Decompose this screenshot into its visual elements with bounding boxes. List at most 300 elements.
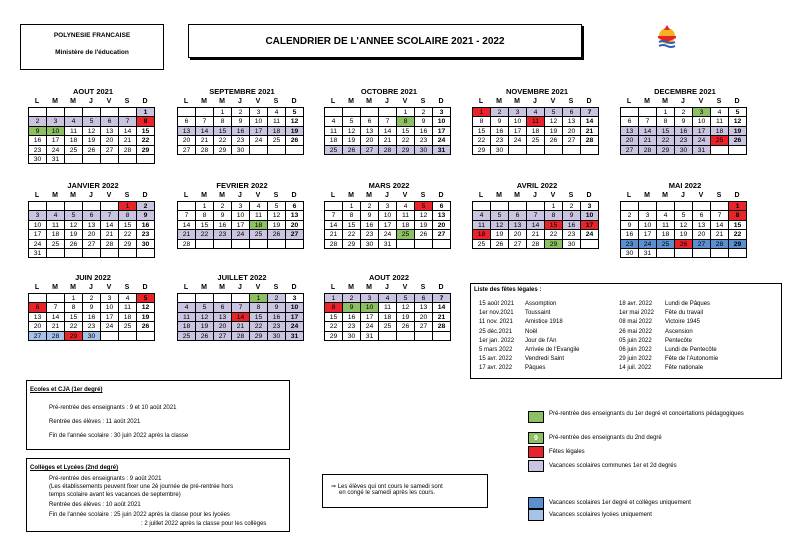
day-cell: 6 (83, 211, 101, 220)
public-holidays-box (470, 283, 782, 379)
weekday-label: V (698, 192, 704, 199)
weekday-header (28, 283, 158, 293)
day-cell: 5 (196, 303, 214, 312)
day-cell: 22 (137, 136, 155, 145)
secondary-rentree: Rentrée des élèves : 10 août 2021 (49, 502, 141, 508)
day-cell: 16 (675, 127, 693, 136)
day-cell: 20 (214, 322, 232, 331)
day-cell: 26 (83, 146, 101, 155)
day-cell: 22 (325, 322, 343, 331)
weekday-label: M (201, 98, 207, 105)
empty-cell (581, 240, 599, 249)
day-cell: 8 (397, 117, 415, 126)
weekday-label: J (681, 98, 685, 105)
day-cell: 10 (379, 211, 397, 220)
day-cell: 29 (65, 332, 83, 341)
day-cell: 12 (415, 211, 433, 220)
weekday-header (177, 283, 307, 293)
day-cell: 5 (675, 211, 693, 220)
month-grid (177, 293, 304, 341)
day-cell: 18 (711, 127, 729, 136)
weekday-label: S (568, 192, 574, 199)
day-cell: 23 (268, 322, 286, 331)
day-cell: 30 (361, 240, 379, 249)
day-cell: 7 (178, 211, 196, 220)
primary-schools-box (26, 380, 290, 450)
day-cell: 21 (232, 322, 250, 331)
day-cell: 4 (657, 211, 675, 220)
day-cell: 17 (29, 230, 47, 239)
empty-cell (729, 146, 747, 155)
day-cell: 2 (29, 117, 47, 126)
empty-cell (491, 202, 509, 211)
month-title: MARS 2022 (368, 181, 410, 190)
day-cell: 11 (397, 211, 415, 220)
day-cell: 2 (232, 108, 250, 117)
empty-cell (196, 108, 214, 117)
day-cell: 14 (527, 221, 545, 230)
empty-cell (415, 240, 433, 249)
day-cell: 14 (178, 221, 196, 230)
day-cell: 2 (563, 202, 581, 211)
day-cell: 23 (29, 146, 47, 155)
day-cell: 26 (491, 240, 509, 249)
holiday-name: Assomption (525, 301, 557, 307)
day-cell: 8 (196, 211, 214, 220)
weekday-label: L (34, 98, 40, 105)
day-cell: 22 (65, 322, 83, 331)
day-cell: 11 (379, 303, 397, 312)
day-cell: 20 (286, 221, 304, 230)
empty-cell (711, 146, 729, 155)
empty-cell (250, 240, 268, 249)
day-cell: 2 (268, 294, 286, 303)
legend-vacances-communes: Vacances scolaires communes 1er et 2d degrés (549, 463, 677, 469)
weekday-header (620, 191, 750, 201)
day-cell: 14 (196, 127, 214, 136)
day-cell: 23 (491, 136, 509, 145)
day-cell: 18 (473, 230, 491, 239)
day-cell: 7 (232, 303, 250, 312)
day-cell: 26 (397, 322, 415, 331)
day-cell: 6 (286, 202, 304, 211)
day-cell: 7 (711, 211, 729, 220)
day-cell: 14 (711, 221, 729, 230)
day-cell: 27 (361, 146, 379, 155)
day-cell: 25 (178, 332, 196, 341)
day-cell: 16 (214, 221, 232, 230)
weekday-label: V (550, 192, 556, 199)
institution-box (20, 24, 164, 70)
weekday-label: L (626, 192, 632, 199)
day-cell: 5 (137, 294, 155, 303)
day-cell: 3 (29, 211, 47, 220)
day-cell: 12 (343, 127, 361, 136)
day-cell: 3 (639, 211, 657, 220)
weekday-label: L (183, 98, 189, 105)
weekday-header (472, 191, 602, 201)
holiday-name: Fête de l'Autonomie (665, 356, 719, 363)
month-title: AOUT 2022 (368, 273, 410, 282)
day-cell: 29 (214, 146, 232, 155)
day-cell: 17 (509, 127, 527, 136)
day-cell: 14 (119, 127, 137, 136)
day-cell: 28 (232, 332, 250, 341)
day-cell: 26 (545, 136, 563, 145)
legend-vacances-lycees: Vacances scolaires lycées uniquement (549, 512, 652, 518)
primary-fin: Fin de l'année scolaire : 30 juin 2022 après la classe (49, 433, 189, 439)
holiday-name: Arrivée de l'Evangile (525, 347, 580, 353)
holiday-date: 08 mai 2022 (619, 319, 653, 326)
day-cell: 4 (325, 117, 343, 126)
day-cell: 31 (47, 155, 65, 164)
empty-cell (47, 249, 65, 258)
empty-cell (621, 108, 639, 117)
day-cell: 18 (119, 313, 137, 322)
empty-cell (675, 249, 693, 258)
empty-cell (545, 146, 563, 155)
empty-cell (711, 249, 729, 258)
holiday-date: 1er mai 2022 (619, 310, 655, 317)
day-cell: 13 (214, 313, 232, 322)
day-cell: 16 (268, 313, 286, 322)
month-calendar (324, 86, 454, 155)
day-cell: 12 (397, 303, 415, 312)
weekday-label: D (142, 284, 148, 291)
day-cell: 12 (196, 313, 214, 322)
weekday-label: M (644, 192, 650, 199)
territory-name: POLYNESIE FRANCAISE (53, 32, 131, 39)
day-cell: 5 (397, 294, 415, 303)
day-cell: 25 (268, 136, 286, 145)
empty-cell (325, 202, 343, 211)
legend-prerentree-1er: Pré-rentrée des enseignants du 1er degré et concertations pédagogiques (549, 411, 744, 417)
saturday-note-line1: ⇒ Les élèves qui ont cours le samedi sont (331, 484, 443, 490)
month-grid (177, 107, 304, 155)
day-cell: 24 (581, 230, 599, 239)
holiday-date: 29 juin 2022 (619, 356, 652, 363)
weekday-header (177, 191, 307, 201)
day-cell: 8 (137, 117, 155, 126)
day-cell: 19 (545, 127, 563, 136)
empty-cell (473, 202, 491, 211)
day-cell: 5 (286, 108, 304, 117)
day-cell: 11 (119, 303, 137, 312)
day-cell: 10 (29, 221, 47, 230)
weekday-label: V (106, 284, 112, 291)
empty-cell (178, 108, 196, 117)
day-cell: 9 (621, 221, 639, 230)
empty-cell (563, 146, 581, 155)
legend-swatch-prerentree-2nd: 9 (528, 432, 544, 444)
day-cell: 30 (563, 240, 581, 249)
day-cell: 22 (196, 230, 214, 239)
day-cell: 28 (178, 240, 196, 249)
month-title: JUILLET 2022 (217, 273, 267, 282)
day-cell: 30 (29, 155, 47, 164)
day-cell: 29 (473, 146, 491, 155)
empty-cell (29, 108, 47, 117)
day-cell: 31 (361, 332, 379, 341)
day-cell: 14 (325, 221, 343, 230)
month-title: FEVRIER 2022 (216, 181, 268, 190)
day-cell: 11 (65, 127, 83, 136)
weekday-label: L (626, 98, 632, 105)
day-cell: 22 (343, 230, 361, 239)
day-cell: 4 (119, 294, 137, 303)
day-cell: 8 (545, 211, 563, 220)
weekday-label: V (402, 98, 408, 105)
weekday-label: L (330, 98, 336, 105)
empty-cell (325, 108, 343, 117)
day-cell: 12 (675, 221, 693, 230)
weekday-label: S (716, 192, 722, 199)
day-cell: 9 (491, 117, 509, 126)
holiday-name: Amistice 1918 (525, 319, 563, 326)
empty-cell (250, 146, 268, 155)
day-cell: 26 (343, 146, 361, 155)
day-cell: 23 (563, 230, 581, 239)
holiday-name: Victoire 1945 (665, 319, 700, 326)
weekday-label: S (124, 192, 130, 199)
day-cell: 10 (232, 211, 250, 220)
day-cell: 22 (397, 136, 415, 145)
day-cell: 4 (47, 211, 65, 220)
day-cell: 26 (286, 136, 304, 145)
day-cell: 6 (693, 211, 711, 220)
day-cell: 15 (729, 221, 747, 230)
day-cell: 4 (473, 211, 491, 220)
day-cell: 6 (509, 211, 527, 220)
month-calendar (324, 180, 454, 249)
empty-cell (137, 332, 155, 341)
day-cell: 28 (639, 146, 657, 155)
day-cell: 29 (729, 240, 747, 249)
day-cell: 23 (83, 322, 101, 331)
holiday-name: Ascension (665, 328, 693, 335)
month-calendar (620, 86, 750, 155)
day-cell: 4 (250, 202, 268, 211)
month-grid (324, 293, 451, 341)
legend-swatch-vacances-lycees (528, 509, 544, 521)
weekday-label: M (70, 98, 76, 105)
weekday-label: V (255, 284, 261, 291)
day-cell: 8 (65, 303, 83, 312)
weekday-label: J (89, 192, 93, 199)
weekday-label: J (385, 284, 389, 291)
day-cell: 13 (361, 127, 379, 136)
day-cell: 23 (137, 230, 155, 239)
day-cell: 7 (196, 117, 214, 126)
holiday-name: Pentecôte (665, 337, 693, 344)
day-cell: 23 (361, 230, 379, 239)
month-calendar (28, 86, 158, 164)
weekday-label: J (238, 98, 242, 105)
day-cell: 3 (101, 294, 119, 303)
day-cell: 14 (47, 313, 65, 322)
day-cell: 19 (137, 313, 155, 322)
weekday-label: L (478, 192, 484, 199)
day-cell: 7 (47, 303, 65, 312)
day-cell: 24 (433, 136, 451, 145)
weekday-label: V (550, 98, 556, 105)
day-cell: 10 (361, 303, 379, 312)
day-cell: 20 (178, 136, 196, 145)
day-cell: 26 (65, 240, 83, 249)
day-cell: 25 (527, 136, 545, 145)
day-cell: 15 (250, 313, 268, 322)
day-cell: 17 (101, 313, 119, 322)
empty-cell (268, 146, 286, 155)
day-cell: 21 (379, 136, 397, 145)
day-cell: 22 (657, 136, 675, 145)
day-cell: 19 (415, 221, 433, 230)
day-cell: 2 (214, 202, 232, 211)
day-cell: 15 (214, 127, 232, 136)
month-calendar (177, 180, 307, 249)
day-cell: 19 (83, 136, 101, 145)
day-cell: 16 (621, 230, 639, 239)
day-cell: 30 (675, 146, 693, 155)
day-cell: 17 (693, 127, 711, 136)
day-cell: 4 (65, 117, 83, 126)
day-cell: 7 (119, 117, 137, 126)
empty-cell (101, 108, 119, 117)
day-cell: 11 (527, 117, 545, 126)
day-cell: 13 (415, 303, 433, 312)
weekday-label: M (219, 98, 225, 105)
day-cell: 20 (29, 322, 47, 331)
day-cell: 9 (675, 117, 693, 126)
day-cell: 21 (196, 136, 214, 145)
weekday-label: V (255, 192, 261, 199)
legend-vacances-1er-colleges: Vacances scolaires 1er degré et collèges uniquement (549, 500, 691, 506)
holiday-date: 25 déc.2021 (479, 328, 513, 335)
holiday-name: Toussaint (525, 310, 551, 317)
holiday-date: 1er jan. 2022 (479, 337, 515, 344)
day-cell: 21 (47, 322, 65, 331)
weekday-label: M (366, 98, 372, 105)
weekday-label: M (514, 98, 520, 105)
empty-cell (397, 240, 415, 249)
weekday-label: M (70, 192, 76, 199)
empty-cell (232, 240, 250, 249)
day-cell: 3 (581, 202, 599, 211)
month-calendar (28, 272, 158, 341)
day-cell: 22 (729, 230, 747, 239)
day-cell: 2 (83, 294, 101, 303)
day-cell: 10 (47, 127, 65, 136)
month-calendar (28, 180, 158, 258)
weekday-label: M (366, 192, 372, 199)
day-cell: 27 (693, 240, 711, 249)
day-cell: 25 (379, 322, 397, 331)
day-cell: 15 (343, 221, 361, 230)
day-cell: 21 (325, 230, 343, 239)
day-cell: 28 (433, 322, 451, 331)
day-cell: 18 (527, 127, 545, 136)
day-cell: 29 (657, 146, 675, 155)
holiday-name: Pâques (525, 365, 546, 372)
day-cell: 25 (119, 322, 137, 331)
holiday-date: 14 juil. 2022 (619, 365, 652, 372)
weekday-label: V (106, 192, 112, 199)
weekday-label: S (273, 98, 279, 105)
empty-cell (119, 155, 137, 164)
day-cell: 16 (29, 136, 47, 145)
day-cell: 19 (343, 136, 361, 145)
day-cell: 1 (214, 108, 232, 117)
weekday-label: J (238, 284, 242, 291)
primary-title: Ecoles et CJA (1er degré) (30, 387, 103, 393)
day-cell: 25 (473, 240, 491, 249)
day-cell: 31 (286, 332, 304, 341)
day-cell: 1 (65, 294, 83, 303)
day-cell: 2 (137, 202, 155, 211)
weekday-label: J (533, 98, 537, 105)
day-cell: 26 (415, 230, 433, 239)
empty-cell (119, 108, 137, 117)
empty-cell (83, 108, 101, 117)
day-cell: 2 (361, 202, 379, 211)
month-title: JANVIER 2022 (67, 181, 119, 190)
day-cell: 23 (415, 136, 433, 145)
day-cell: 9 (232, 117, 250, 126)
day-cell: 15 (397, 127, 415, 136)
day-cell: 29 (137, 146, 155, 155)
day-cell: 10 (693, 117, 711, 126)
day-cell: 13 (563, 117, 581, 126)
month-title: DECEMBRE 2021 (654, 87, 716, 96)
day-cell: 20 (621, 136, 639, 145)
month-title: AVRIL 2022 (516, 181, 558, 190)
day-cell: 18 (178, 322, 196, 331)
empty-cell (83, 249, 101, 258)
weekday-label: J (89, 98, 93, 105)
weekday-label: M (496, 98, 502, 105)
weekday-label: M (348, 98, 354, 105)
day-cell: 13 (29, 313, 47, 322)
day-cell: 12 (137, 303, 155, 312)
day-cell: 24 (639, 240, 657, 249)
weekday-label: D (734, 192, 740, 199)
day-cell: 9 (361, 211, 379, 220)
empty-cell (639, 108, 657, 117)
day-cell: 3 (232, 202, 250, 211)
day-cell: 14 (581, 117, 599, 126)
day-cell: 28 (196, 146, 214, 155)
day-cell: 5 (729, 108, 747, 117)
day-cell: 13 (286, 211, 304, 220)
day-cell: 8 (729, 211, 747, 220)
empty-cell (119, 249, 137, 258)
month-grid (472, 107, 599, 155)
day-cell: 1 (343, 202, 361, 211)
holiday-name: Noël (525, 328, 538, 335)
weekday-label: M (348, 284, 354, 291)
day-cell: 19 (65, 230, 83, 239)
day-cell: 21 (711, 230, 729, 239)
day-cell: 5 (65, 211, 83, 220)
day-cell: 24 (509, 136, 527, 145)
weekday-label: J (89, 284, 93, 291)
weekday-label: D (291, 284, 297, 291)
day-cell: 29 (545, 240, 563, 249)
day-cell: 29 (119, 240, 137, 249)
holiday-date: 17 avr. 2022 (479, 365, 513, 372)
weekday-label: V (402, 284, 408, 291)
month-grid (324, 107, 451, 155)
